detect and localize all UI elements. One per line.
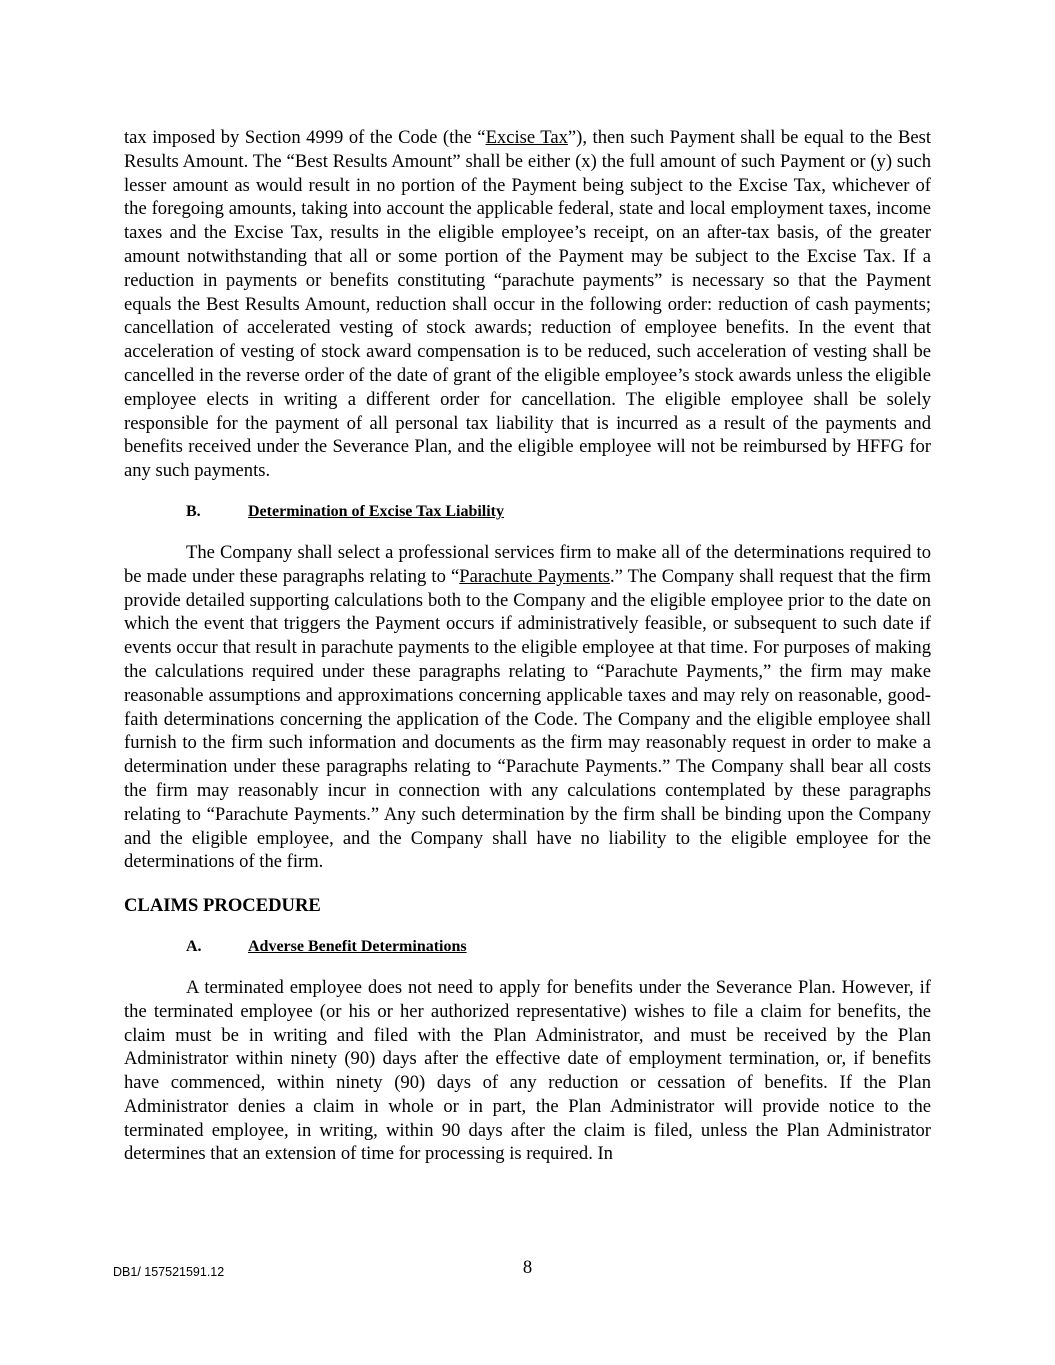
paragraph-determination: The Company shall select a professional services firm to make all of the determinations required to be made under these paragraphs relating to “Parachute Payments.” The Company shall request that the firm provide detailed supporting calculations both to the Company and the eligible employee prior to the date on which the event that triggers the Payment occurs if administratively feasible, or subsequent to such date if events occur that result in parachute payments to the eligible employee at that time. For purposes of making the calculations required under these paragraphs relating to “Parachute Payments,” the firm may make reasonable assumptions and approximations concerning applicable taxes and may rely on reasonable, good-faith determinations concerning the application of the Code. The Company and the eligible employee shall furnish to the firm such information and documents as the firm may reasonably request in order to make a determination under these paragraphs relating to “Parachute Payments.” The Company shall bear all costs the firm may reasonably incur in connection with any calculations contemplated by these paragraphs relating to “Parachute Payments.” Any such determination by the firm shall be binding upon the Company and the eligible employee, and the Company shall have no liability to the eligible employee for the determinations of the firm. [124, 541, 931, 873]
paragraph-adverse-benefit: A terminated employee does not need to apply for benefits under the Severance Plan. However, if the terminated employee (or his or her authorized representative) wishes to file a claim for benefits, the claim must be in writing and filed with the Plan Administrator, and must be received by the Plan Administrator within ninety (90) days after the effective date of employment termination, or, if benefits have commenced, within ninety (90) days of any reduction or cessation of benefits. If the Plan Administrator denies a claim in whole or in part, the Plan Administrator will provide notice to the terminated employee, in writing, within 90 days after the claim is filed, unless the Plan Administrator determines that an extension of time for processing is required. In [124, 976, 931, 1165]
defined-term-excise-tax: Excise Tax [485, 127, 568, 148]
claims-procedure-heading: CLAIMS PROCEDURE [124, 895, 321, 917]
document-id: DB1/ 157521591.12 [113, 1265, 225, 1279]
section-b-heading [124, 503, 931, 521]
document-page [124, 126, 931, 1166]
defined-term-parachute-payments: Parachute Payments [459, 565, 610, 587]
section-a-letter: A. [186, 937, 202, 955]
section-b-letter: B. [186, 502, 201, 520]
section-b-title: Determination of Excise Tax Liability [248, 502, 504, 520]
section-a-title: Adverse Benefit Determinations [248, 937, 467, 955]
paragraph-excise-tax: tax imposed by Section 4999 of the Code (the “Excise Tax”), then such Payment shall be equal to the Best Results Amount. The “Best Results Amount” shall be either (x) the full amount of such Payment or (y) such lesser amount as would result in no portion of the Payment being subject to the Excise Tax, whichever of the foregoing amounts, taking into account the applicable federal, state and local employment taxes, income taxes and the Excise Tax, results in the eligible employee’s receipt, on an after-tax basis, of the greater amount notwithstanding that all or some portion of the Payment may be subject to the Excise Tax. If a reduction in payments or benefits constituting “parachute payments” is necessary so that the Payment equals the Best Results Amount, reduction shall occur in the following order: reduction of cash payments; cancellation of accelerated vesting of stock awards; reduction of employee benefits. In the event that acceleration of vesting of stock award compensation is to be reduced, such acceleration of vesting shall be cancelled in the reverse order of the date of grant of the eligible employee’s stock awards unless the eligible employee elects in writing a different order for cancellation. The eligible employee shall be solely responsible for the payment of all personal tax liability that is incurred as a result of the payments and benefits received under the Severance Plan, and the eligible employee will not be reimbursed by HFFG for any such payments. [124, 127, 932, 482]
page-number: 8 [522, 1257, 533, 1278]
section-a-heading [124, 938, 931, 956]
